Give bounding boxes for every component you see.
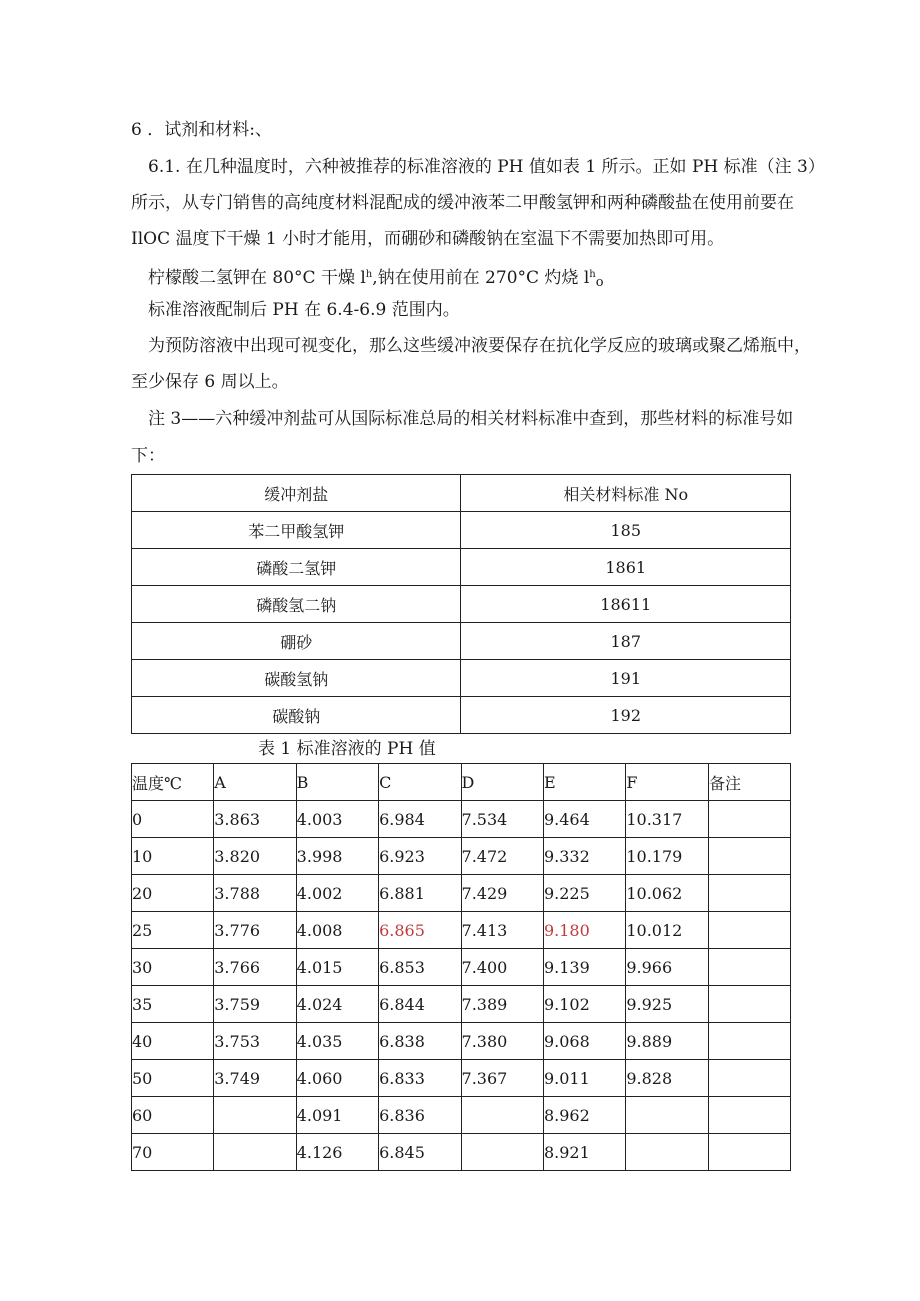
standard-no-cell: 191 [461, 660, 791, 697]
paragraph-ph-range: 标准溶液配制后 PH 在 6.4-6.9 范围内。 [148, 300, 460, 320]
temperature-cell: 0 [132, 801, 214, 838]
ph-value-cell: 6.923 [379, 838, 461, 875]
ph-value-cell: 6.836 [379, 1097, 461, 1134]
table-row [132, 1134, 791, 1171]
ph-value-cell [461, 1097, 543, 1134]
ph-value-cell [708, 1097, 790, 1134]
ph-value-cell: 6.881 [379, 875, 461, 912]
table-row [132, 912, 791, 949]
standards-header-no: 相关材料标准 No [461, 475, 791, 512]
ph-value-cell: 6.865 [379, 912, 461, 949]
ph-value-cell: 9.828 [626, 1060, 709, 1097]
table-row [132, 838, 791, 875]
ph-value-cell: 8.962 [543, 1097, 625, 1134]
ph-value-cell: 3.753 [214, 1023, 296, 1060]
ph-value-cell: 7.413 [461, 912, 543, 949]
buffer-salt-cell: 磷酸氢二钠 [132, 586, 461, 623]
paragraph-6-1-line-1: 6.1. 在几种温度时，六种被推荐的标准溶液的 PH 值如表 1 所示。正如 PH 标准（注 3） [148, 157, 825, 177]
ph-value-cell: 6.845 [379, 1134, 461, 1171]
ph-value-cell: 6.838 [379, 1023, 461, 1060]
ph-header-cell: 备注 [708, 764, 790, 801]
ph-value-cell: 8.921 [543, 1134, 625, 1171]
ph-value-cell: 9.966 [626, 949, 709, 986]
ph-value-cell: 4.035 [296, 1023, 378, 1060]
temperature-cell: 35 [132, 986, 214, 1023]
ph-header-row [132, 764, 791, 801]
paragraph-storage-line-1: 为预防溶液中出现可视变化，那么这些缓冲液要保存在抗化学反应的玻璃或聚乙烯瓶中， [148, 336, 811, 356]
paragraph-storage-line-2: 至少保存 6 周以上。 [131, 372, 289, 392]
ph-header-cell: D [461, 764, 543, 801]
table-row [132, 1060, 791, 1097]
standard-no-cell: 185 [461, 512, 791, 549]
temperature-cell: 60 [132, 1097, 214, 1134]
ph-value-cell [708, 912, 790, 949]
ph-value-cell: 3.998 [296, 838, 378, 875]
ph-value-cell: 6.833 [379, 1060, 461, 1097]
temperature-cell: 50 [132, 1060, 214, 1097]
ph-value-cell: 3.766 [214, 949, 296, 986]
ph-value-cell: 7.389 [461, 986, 543, 1023]
ph-value-cell: 6.853 [379, 949, 461, 986]
section-heading: 6 ．试剂和材料:、 [131, 120, 272, 140]
ph-value-cell [626, 1134, 709, 1171]
ph-value-cell: 4.015 [296, 949, 378, 986]
ph-value-cell: 9.925 [626, 986, 709, 1023]
ph-header-cell: A [214, 764, 296, 801]
ph-value-cell: 4.126 [296, 1134, 378, 1171]
ph-value-cell: 4.060 [296, 1060, 378, 1097]
ph-value-cell: 3.776 [214, 912, 296, 949]
ph-value-cell [708, 986, 790, 1023]
ph-header-cell: E [543, 764, 625, 801]
standards-header-salt: 缓冲剂盐 [132, 475, 461, 512]
paragraph-6-1-line-2: 所示，从专门销售的高纯度材料混配成的缓冲液苯二甲酸氢钾和两种磷酸盐在使用前要在 [131, 193, 794, 213]
citric-sup-2: h [589, 269, 596, 280]
standards-header-row [132, 475, 791, 512]
standards-table [131, 474, 791, 734]
standard-no-cell: 18611 [461, 586, 791, 623]
temperature-cell: 25 [132, 912, 214, 949]
standard-no-cell: 1861 [461, 549, 791, 586]
ph-value-cell: 10.062 [626, 875, 709, 912]
ph-value-cell: 3.820 [214, 838, 296, 875]
ph-value-cell [708, 801, 790, 838]
buffer-salt-cell: 碳酸钠 [132, 697, 461, 734]
table-row [132, 586, 791, 623]
table-row [132, 949, 791, 986]
note-3-line-2: 下： [131, 446, 165, 466]
temperature-cell: 30 [132, 949, 214, 986]
ph-value-cell [461, 1134, 543, 1171]
ph-value-cell: 10.317 [626, 801, 709, 838]
ph-value-cell: 4.091 [296, 1097, 378, 1134]
table-row [132, 1097, 791, 1134]
ph-table [131, 763, 791, 1171]
citric-text-b: ,钠在使用前在 270°C 灼烧 l [372, 268, 590, 288]
ph-table-caption: 表 1 标准溶液的 PH 值 [258, 739, 436, 759]
ph-value-cell: 9.889 [626, 1023, 709, 1060]
temperature-cell: 70 [132, 1134, 214, 1171]
ph-value-cell: 9.011 [543, 1060, 625, 1097]
ph-value-cell: 6.844 [379, 986, 461, 1023]
ph-value-cell [708, 838, 790, 875]
ph-value-cell: 9.464 [543, 801, 625, 838]
citric-text-a: 柠檬酸二氢钾在 80°C 干燥 l [148, 268, 366, 288]
ph-value-cell: 10.012 [626, 912, 709, 949]
temperature-cell: 40 [132, 1023, 214, 1060]
ph-value-cell: 6.984 [379, 801, 461, 838]
ph-value-cell: 7.534 [461, 801, 543, 838]
ph-value-cell: 3.788 [214, 875, 296, 912]
ph-header-cell: C [379, 764, 461, 801]
ph-value-cell [708, 1134, 790, 1171]
ph-value-cell: 4.002 [296, 875, 378, 912]
ph-value-cell: 7.400 [461, 949, 543, 986]
ph-value-cell [708, 875, 790, 912]
buffer-salt-cell: 硼砂 [132, 623, 461, 660]
ph-value-cell [626, 1097, 709, 1134]
ph-value-cell: 9.068 [543, 1023, 625, 1060]
ph-value-cell: 3.759 [214, 986, 296, 1023]
ph-header-cell: F [626, 764, 709, 801]
ph-value-cell [708, 1060, 790, 1097]
ph-value-cell [214, 1134, 296, 1171]
ph-value-cell: 9.332 [543, 838, 625, 875]
buffer-salt-cell: 磷酸二氢钾 [132, 549, 461, 586]
citric-sup-1: h [365, 269, 373, 280]
standard-no-cell: 192 [461, 697, 791, 734]
temperature-cell: 10 [132, 838, 214, 875]
ph-value-cell: 9.102 [543, 986, 625, 1023]
ph-value-cell: 10.179 [626, 838, 709, 875]
table-row [132, 986, 791, 1023]
table-row [132, 623, 791, 660]
table-row [132, 697, 791, 734]
ph-value-cell: 4.003 [296, 801, 378, 838]
ph-header-cell: B [296, 764, 378, 801]
ph-value-cell: 3.863 [214, 801, 296, 838]
buffer-salt-cell: 苯二甲酸氢钾 [132, 512, 461, 549]
ph-value-cell [214, 1097, 296, 1134]
citric-text-c: o [595, 275, 604, 290]
ph-value-cell: 9.180 [543, 912, 625, 949]
table-row [132, 801, 791, 838]
table-row [132, 512, 791, 549]
ph-header-cell: 温度℃ [132, 764, 214, 801]
buffer-salt-cell: 碳酸氢钠 [132, 660, 461, 697]
ph-value-cell: 4.024 [296, 986, 378, 1023]
ph-value-cell: 7.367 [461, 1060, 543, 1097]
ph-value-cell: 9.139 [543, 949, 625, 986]
table-row [132, 660, 791, 697]
ph-value-cell: 7.472 [461, 838, 543, 875]
ph-value-cell: 4.008 [296, 912, 378, 949]
temperature-cell: 20 [132, 875, 214, 912]
table-row [132, 875, 791, 912]
table-row [132, 1023, 791, 1060]
table-row [132, 549, 791, 586]
ph-value-cell: 9.225 [543, 875, 625, 912]
ph-value-cell [708, 949, 790, 986]
paragraph-citric [148, 263, 604, 295]
ph-value-cell: 3.749 [214, 1060, 296, 1097]
ph-value-cell: 7.380 [461, 1023, 543, 1060]
note-3-line-1: 注 3——六种缓冲剂盐可从国际标准总局的相关材料标准中查到，那些材料的标准号如 [148, 409, 794, 429]
ph-value-cell: 7.429 [461, 875, 543, 912]
ph-value-cell [708, 1023, 790, 1060]
standard-no-cell: 187 [461, 623, 791, 660]
paragraph-6-1-line-3: IlOC 温度下干燥 1 小时才能用，而硼砂和磷酸钠在室温下不需要加热即可用。 [131, 229, 725, 249]
